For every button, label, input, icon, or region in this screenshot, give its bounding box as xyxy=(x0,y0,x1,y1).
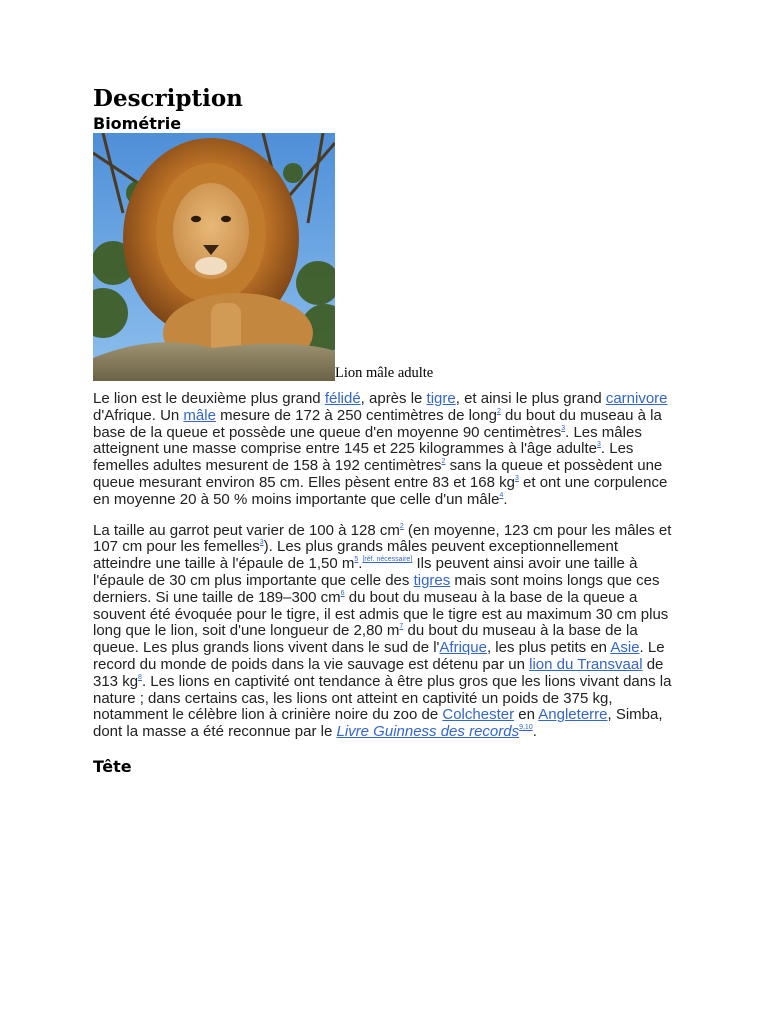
text: , les plus petits en xyxy=(486,639,611,657)
text: mais sont moins longs que ces derniers. Si une taille de 189–300 cm xyxy=(93,571,660,606)
text: . Les femelles adultes mesurent de 158 à 192 centimètres xyxy=(93,440,634,475)
ref-link[interactable]: 3 xyxy=(597,441,601,449)
ref-link[interactable]: 2 xyxy=(441,458,446,466)
text: . Les lions en captivité ont tendance à être plus gros que les lions vivant dans la nature ; dans certains cas, les lions ont atteint en captivité un poids de 375 kg, notamment le célèbre lion à crinière noire du zoo de xyxy=(93,672,672,724)
text: La taille au garrot peut varier de 100 à 128 cm xyxy=(93,521,400,539)
figure xyxy=(93,133,678,381)
ref-link[interactable]: 9,10 xyxy=(519,724,533,732)
text: . xyxy=(503,490,508,508)
link-colchester[interactable]: Colchester xyxy=(442,706,515,724)
ref-link[interactable]: 7 xyxy=(399,623,404,631)
text: Ils peuvent ainsi avoir une taille à l'épaule de 30 cm plus importante que celle des xyxy=(93,555,638,589)
paragraph-1 xyxy=(93,391,678,509)
link-afrique[interactable]: Afrique xyxy=(439,639,487,657)
text: (en moyenne, 123 cm pour les mâles et 107 cm pour les femelles xyxy=(93,521,672,556)
text: , Simba, dont la masse a été reconnue par le xyxy=(93,706,663,741)
text: ). Les plus grands mâles peuvent exceptionnellement atteindre une taille à l'épaule de 1,50 m xyxy=(93,538,619,573)
figure-caption: Lion mâle adulte xyxy=(335,365,434,381)
link-asie[interactable]: Asie xyxy=(610,639,640,657)
ref-link[interactable]: 5 xyxy=(354,556,359,564)
ref-link[interactable]: 4 xyxy=(499,491,504,499)
ref-link[interactable]: 3 xyxy=(259,539,264,547)
article-section xyxy=(93,84,678,776)
subsection-heading-biometrie: Biométrie xyxy=(93,114,182,133)
link-male[interactable]: mâle xyxy=(183,406,216,424)
text: . xyxy=(532,723,537,741)
link-tigres[interactable]: tigres xyxy=(413,571,451,589)
text: . Les mâles atteignent une masse comprise entre 145 et 225 kilogrammes à l'âge adulte xyxy=(93,423,642,458)
text: . xyxy=(358,555,363,573)
link-carnivore[interactable]: carnivore xyxy=(605,390,668,407)
text: en xyxy=(514,706,539,724)
link-livre-guinness[interactable]: Livre Guinness des records xyxy=(336,723,520,741)
text: du bout du museau à la base de la queue. Les plus grands lions vivent dans le sud de l' xyxy=(93,622,638,657)
citation-needed-link[interactable]: [réf. nécessaire] xyxy=(362,556,413,564)
ref-link[interactable]: 2 xyxy=(496,407,501,415)
paragraph-2 xyxy=(93,523,678,741)
section-heading-description: Description xyxy=(93,85,243,112)
text: du bout du museau à la base de la queue et possède une queue d'en moyenne 90 centimètres xyxy=(93,406,662,441)
ref-link[interactable]: 3 xyxy=(561,424,566,432)
text: d'Afrique. Un xyxy=(93,406,184,424)
text: sans la queue et possèdent une queue mesurant environ 85 cm. Elles pèsent entre 83 et 168 kg xyxy=(93,457,663,491)
ref-link[interactable]: 8 xyxy=(138,673,142,681)
link-felide[interactable]: félidé xyxy=(324,390,361,407)
text: mesure de 172 à 250 centimètres de long xyxy=(215,406,497,424)
link-tigre[interactable]: tigre xyxy=(426,390,456,407)
lion-photo[interactable] xyxy=(93,133,335,381)
text: , et ainsi le plus grand xyxy=(455,390,606,407)
text: , après le xyxy=(360,390,427,407)
ref-link[interactable]: 2 xyxy=(399,522,404,530)
text: Le lion est le deuxième plus grand xyxy=(93,390,325,407)
text: du bout du museau à la base de la queue a souvent été évoquée pour le tigre, il est admis que le tigre est au maximum 30 cm plus long que le lion, soit d'une longueur de 2,80 m xyxy=(93,588,669,640)
link-lion-du-transvaal[interactable]: lion du Transvaal xyxy=(529,655,643,673)
text: de 313 kg xyxy=(93,655,664,690)
text: . Le record du monde de poids dans la vie sauvage est détenu par un xyxy=(93,639,665,673)
text: et ont une corpulence en moyenne 20 à 50 % moins importante que celle d'un mâle xyxy=(93,473,668,508)
subsection-heading-tete: Tête xyxy=(93,756,132,776)
link-angleterre[interactable]: Angleterre xyxy=(538,706,608,724)
ref-link[interactable]: 6 xyxy=(340,589,345,597)
ref-link[interactable]: 3 xyxy=(514,474,519,482)
